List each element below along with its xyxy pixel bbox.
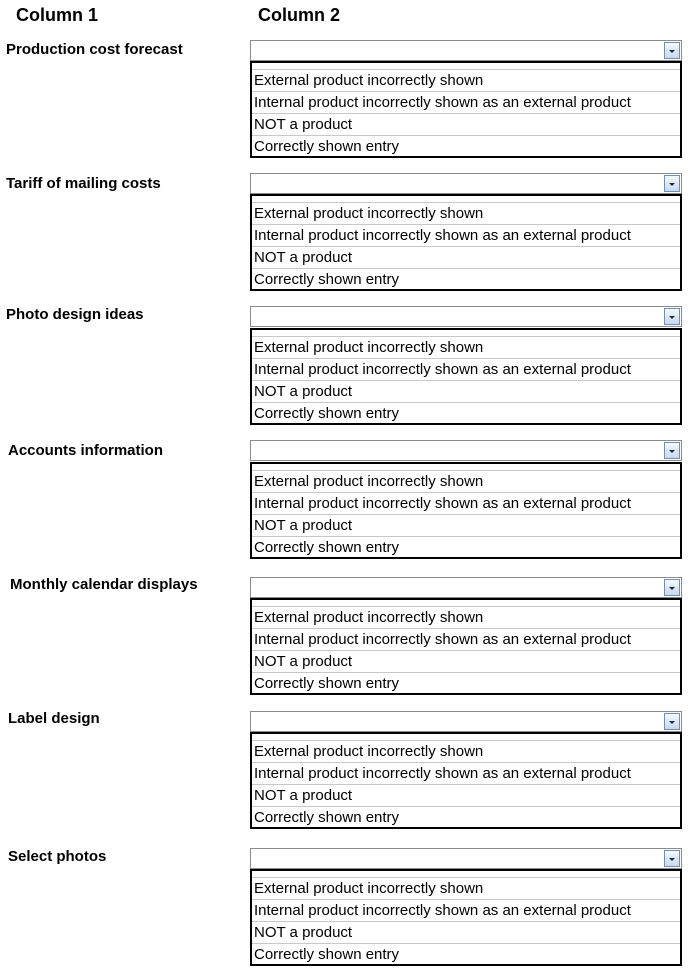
options-list-spacer	[252, 871, 680, 878]
options-list-spacer	[252, 196, 680, 203]
dropdown-option[interactable]: Correctly shown entry	[254, 138, 400, 155]
options-list-spacer	[252, 464, 680, 471]
answer-dropdown[interactable]	[250, 40, 682, 61]
chevron-down-icon	[669, 316, 675, 319]
dropdown-option[interactable]: NOT a product	[252, 785, 680, 807]
dropdown-toggle-button[interactable]	[664, 42, 680, 59]
chevron-down-icon	[669, 183, 675, 186]
dropdown-option[interactable]: Internal product incorrectly shown as an external product	[252, 225, 680, 247]
item-label: Tariff of mailing costs	[6, 175, 161, 192]
dropdown-option[interactable]: Correctly shown entry	[254, 809, 400, 826]
dropdown-option[interactable]: Internal product incorrectly shown as an external product	[252, 493, 680, 515]
options-list-spacer	[252, 330, 680, 337]
answer-dropdown[interactable]	[250, 173, 682, 194]
dropdown-option[interactable]: NOT a product	[252, 247, 680, 269]
dropdown-option[interactable]: NOT a product	[252, 651, 680, 673]
dropdown-option[interactable]: External product incorrectly shown	[252, 337, 680, 359]
dropdown-toggle-button[interactable]	[664, 850, 680, 867]
dropdown-option[interactable]: External product incorrectly shown	[252, 203, 680, 225]
dropdown-options-list	[250, 61, 682, 158]
dropdown-option[interactable]: Internal product incorrectly shown as an external product	[252, 900, 680, 922]
dropdown-option[interactable]: Correctly shown entry	[254, 271, 400, 288]
column-2-header: Column 2	[258, 5, 341, 25]
item-label: Production cost forecast	[6, 41, 183, 58]
dropdown-option[interactable]: Correctly shown entry	[254, 405, 400, 422]
dropdown-toggle-button[interactable]	[664, 713, 680, 730]
dropdown-option[interactable]: Internal product incorrectly shown as an external product	[252, 92, 680, 114]
dropdown-options-list	[250, 194, 682, 291]
dropdown-options-list	[250, 328, 682, 425]
dropdown-option[interactable]: NOT a product	[252, 922, 680, 944]
dropdown-option[interactable]: NOT a product	[252, 114, 680, 136]
item-label: Monthly calendar displays	[10, 576, 198, 593]
dropdown-option[interactable]: Correctly shown entry	[254, 946, 400, 963]
chevron-down-icon	[669, 858, 675, 861]
dropdown-toggle-button[interactable]	[664, 442, 680, 459]
answer-dropdown[interactable]	[250, 440, 682, 461]
item-label: Accounts information	[8, 442, 164, 459]
chevron-down-icon	[669, 721, 675, 724]
dropdown-option[interactable]: NOT a product	[252, 515, 680, 537]
dropdown-option[interactable]: External product incorrectly shown	[252, 471, 680, 493]
dropdown-toggle-button[interactable]	[664, 175, 680, 192]
answer-dropdown[interactable]	[250, 577, 682, 598]
chevron-down-icon	[669, 50, 675, 53]
column-1-header: Column 1	[16, 5, 99, 25]
answer-dropdown[interactable]	[250, 848, 682, 869]
item-label: Select photos	[8, 848, 107, 865]
dropdown-option[interactable]: Correctly shown entry	[254, 675, 400, 692]
dropdown-option[interactable]: NOT a product	[252, 381, 680, 403]
dropdown-options-list	[250, 869, 682, 966]
item-label: Photo design ideas	[6, 306, 144, 323]
dropdown-option[interactable]: Internal product incorrectly shown as an external product	[252, 629, 680, 651]
chevron-down-icon	[669, 450, 675, 453]
dropdown-option[interactable]: External product incorrectly shown	[252, 878, 680, 900]
dropdown-option[interactable]: Internal product incorrectly shown as an external product	[252, 359, 680, 381]
dropdown-options-list	[250, 732, 682, 829]
chevron-down-icon	[669, 587, 675, 590]
dropdown-options-list	[250, 598, 682, 695]
dropdown-toggle-button[interactable]	[664, 308, 680, 325]
dropdown-options-list	[250, 462, 682, 559]
options-list-spacer	[252, 63, 680, 70]
dropdown-option[interactable]: External product incorrectly shown	[252, 70, 680, 92]
options-list-spacer	[252, 734, 680, 741]
answer-dropdown[interactable]	[250, 711, 682, 732]
options-list-spacer	[252, 600, 680, 607]
item-label: Label design	[8, 710, 100, 727]
dropdown-option[interactable]: Correctly shown entry	[254, 539, 400, 556]
answer-dropdown[interactable]	[250, 306, 682, 327]
dropdown-option[interactable]: External product incorrectly shown	[252, 607, 680, 629]
dropdown-option[interactable]: Internal product incorrectly shown as an external product	[252, 763, 680, 785]
dropdown-toggle-button[interactable]	[664, 579, 680, 596]
dropdown-option[interactable]: External product incorrectly shown	[252, 741, 680, 763]
